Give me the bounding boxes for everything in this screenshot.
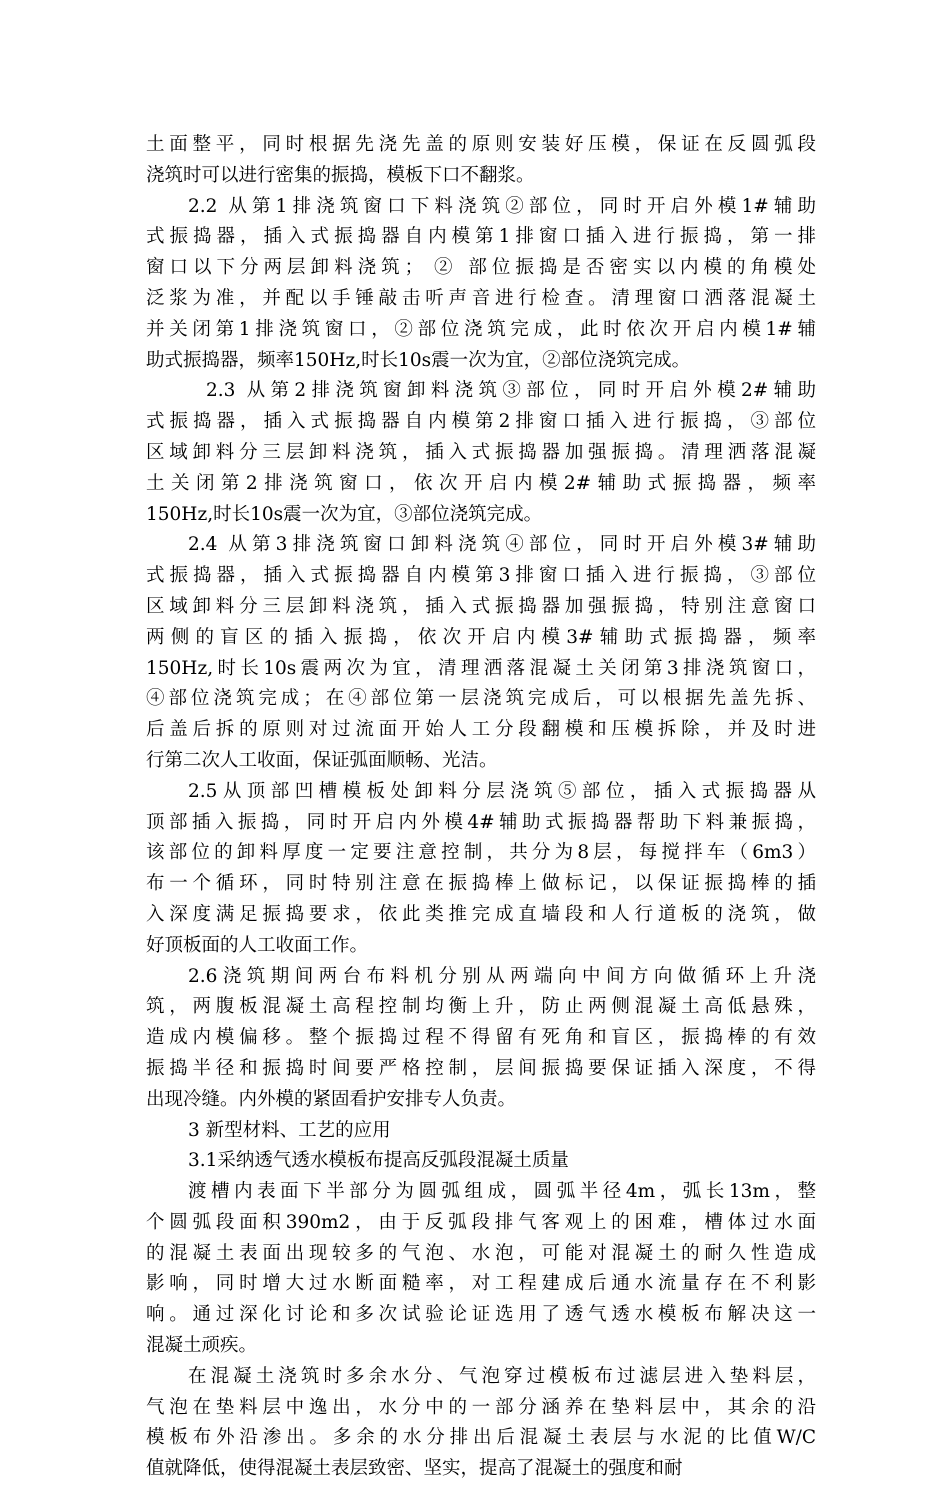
text-line: 2.3 从第2排浇筑窗卸料浇筑③部位，同时开启外模2#辅助: [206, 380, 816, 402]
text-line: 造成内模偏移。整个振捣过程不得留有死角和盲区，振捣棒的有效: [146, 1027, 816, 1049]
text-line: 150Hz,时长10s震一次为宜，③部位浇筑完成。: [146, 503, 543, 525]
text-line: 窗口以下分两层卸料浇筑； ② 部位振捣是否密实以内模的角模处: [146, 257, 816, 279]
text-line: 式振捣器，插入式振捣器自内模第2排窗口插入进行振捣，③部位: [146, 411, 816, 433]
text-line: 布一个循环，同时特别注意在振捣棒上做标记，以保证振捣棒的插: [146, 873, 816, 895]
text-line: 混凝土顽疾。: [146, 1335, 258, 1357]
text-line: 响。通过深化讨论和多次试验论证选用了透气透水模板布解决这一: [146, 1304, 816, 1326]
text-line: 在混凝土浇筑时多余水分、气泡穿过模板布过滤层进入垫料层，: [188, 1365, 816, 1387]
text-line: 土关闭第2排浇筑窗口，依次开启内模2#辅助式振捣器，频率: [146, 472, 816, 494]
text-line: 浇筑时可以进行密集的振捣，模板下口不翻浆。: [146, 164, 535, 186]
text-line: 助式振捣器，频率150Hz,时长10s震一次为宜，②部位浇筑完成。: [146, 349, 691, 371]
text-line: 该部位的卸料厚度一定要注意控制，共分为8层，每搅拌车（6m3）: [146, 842, 816, 864]
text-line: 区域卸料分三层卸料浇筑，插入式振捣器加强振捣。清理洒落混凝: [146, 441, 816, 463]
text-line: 振捣半径和振捣时间要严格控制，层间振捣要保证插入深度，不得: [146, 1057, 816, 1079]
text-line: 的混凝土表面出现较多的气泡、水泡，可能对混凝土的耐久性造成: [146, 1242, 816, 1264]
text-line: 值就降低，使得混凝土表层致密、坚实，提高了混凝土的强度和耐: [146, 1458, 683, 1480]
text-line: 2.6浇筑期间两台布料机分别从两端向中间方向做循环上升浇: [188, 965, 816, 987]
text-line: 土面整平，同时根据先浇先盖的原则安装好压模，保证在反圆弧段: [146, 134, 816, 155]
text-line: 行第二次人工收面，保证弧面顺畅、光洁。: [146, 749, 498, 771]
text-line: 并关闭第1排浇筑窗口，②部位浇筑完成，此时依次开启内模1#辅: [146, 318, 816, 340]
text-line: 3.1采纳透气透水模板布提高反弧段混凝土质量: [188, 1150, 569, 1172]
text-line: 筑，两腹板混凝土高程控制均衡上升，防止两侧混凝土高低悬殊，: [146, 996, 816, 1018]
text-line: 区域卸料分三层卸料浇筑，插入式振捣器加强振捣，特别注意窗口: [146, 595, 816, 617]
text-line: 2.2 从第1排浇筑窗口下料浇筑②部位，同时开启外模1#辅助: [188, 195, 816, 217]
text-line: 渡槽内表面下半部分为圆弧组成，圆弧半径4m，弧长13m，整: [188, 1181, 816, 1203]
text-line: 2.4 从第3排浇筑窗口卸料浇筑④部位，同时开启外模3#辅助: [188, 534, 816, 556]
text-line: 式振捣器，插入式振捣器自内模第3排窗口插入进行振捣，③部位: [146, 565, 816, 587]
document-body: [146, 130, 816, 1485]
text-line: 150Hz,时长10s震两次为宜，清理洒落混凝土关闭第3排浇筑窗口，: [146, 657, 816, 679]
text-line: ④部位浇筑完成；在④部位第一层浇筑完成后，可以根据先盖先拆、: [146, 688, 816, 710]
text-line: 好顶板面的人工收面工作。: [146, 934, 369, 956]
text-line: 个圆弧段面积390m2，由于反弧段排气客观上的困难，槽体过水面: [146, 1211, 816, 1233]
text-line: 式振捣器，插入式振捣器自内模第1排窗口插入进行振捣，第一排: [146, 226, 816, 248]
text-line: 2.5从顶部凹槽模板处卸料分层浇筑⑤部位，插入式振捣器从: [188, 780, 816, 802]
text-line: 入深度满足振捣要求，依此类推完成直墙段和人行道板的浇筑，做: [146, 903, 816, 925]
text-line: 气泡在垫料层中逸出，水分中的一部分涵养在垫料层中，其余的沿: [146, 1396, 816, 1418]
text-line: 3 新型材料、工艺的应用: [188, 1119, 391, 1141]
text-line: 影响，同时增大过水断面糙率，对工程建成后通水流量存在不利影: [146, 1273, 816, 1295]
text-line: 泛浆为准，并配以手锤敲击听声音进行检查。清理窗口洒落混凝土: [146, 287, 816, 309]
text-line: 顶部插入振捣，同时开启内外模4#辅助式振捣器帮助下料兼振捣，: [146, 811, 816, 833]
text-line: 出现冷缝。内外模的紧固看护安排专人负责。: [146, 1088, 517, 1110]
text-line: 后盖后拆的原则对过流面开始人工分段翻模和压模拆除，并及时进: [146, 719, 816, 741]
text-line: 两侧的盲区的插入振捣，依次开启内模3#辅助式振捣器，频率: [146, 626, 816, 648]
text-line: 模板布外沿渗出。多余的水分排出后混凝土表层与水泥的比值W/C: [146, 1427, 816, 1449]
